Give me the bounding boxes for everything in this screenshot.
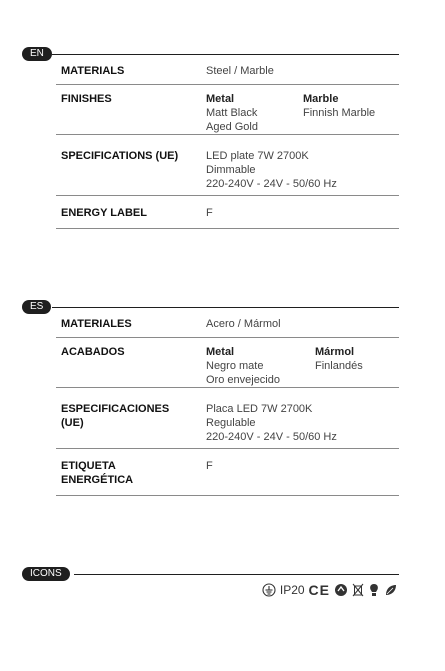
finish-metal-column (206, 345, 280, 387)
finish-title: Mármol (315, 346, 355, 358)
spec-lines (206, 402, 337, 444)
spec-lines (206, 149, 337, 191)
language-tag-es: ES (22, 300, 51, 314)
finish-item: Oro envejecido (206, 374, 280, 386)
spec-line: 220-240V - 24V - 50/60 Hz (206, 431, 337, 443)
row-label: MATERIALS (61, 65, 125, 77)
row-label: FINISHES (61, 93, 112, 105)
finish-item: Finnish Marble (303, 107, 376, 119)
row-value: F (206, 207, 213, 219)
icons-tag: ICONS (22, 567, 70, 581)
finish-title: Metal (206, 346, 235, 358)
row-label: ACABADOS (61, 346, 125, 358)
recycle-icon (334, 583, 348, 597)
row-value: Acero / Mármol (206, 318, 281, 330)
finish-metal-column (206, 92, 258, 134)
row-label-line: ESPECIFICACIONES (61, 403, 170, 415)
row-label: ENERGY LABEL (61, 207, 147, 219)
finish-item: Matt Black (206, 107, 258, 119)
spec-line: 220-240V - 24V - 50/60 Hz (206, 178, 337, 190)
finish-marble-column (315, 345, 363, 373)
row-value: Steel / Marble (206, 65, 274, 77)
ip-rating: IP20 (279, 583, 305, 597)
row-label-line: (UE) (61, 417, 84, 429)
row-label (61, 459, 133, 487)
spec-line: Dimmable (206, 164, 256, 176)
row-materiales (56, 315, 399, 338)
finish-item: Negro mate (206, 360, 264, 372)
row-especificaciones (56, 388, 399, 449)
row-label-line: ENERGÉTICA (61, 474, 134, 486)
row-energy-label (56, 196, 399, 229)
row-label (61, 402, 169, 430)
section-divider (74, 574, 399, 575)
section-divider (52, 54, 399, 55)
spec-line: Placa LED 7W 2700K (206, 403, 313, 415)
finish-item: Finlandés (315, 360, 363, 372)
finish-item: Aged Gold (206, 121, 258, 133)
row-value: F (206, 460, 213, 472)
spec-line: LED plate 7W 2700K (206, 150, 309, 162)
spec-line: Regulable (206, 417, 256, 429)
language-tag-en: EN (22, 47, 52, 61)
row-acabados (56, 338, 399, 388)
row-label: MATERIALES (61, 318, 132, 330)
certification-icons (262, 582, 398, 598)
energy-leaf-icon (384, 583, 398, 598)
row-materials (56, 62, 399, 85)
ce-mark-icon: CE (308, 582, 330, 598)
section-header-es (22, 300, 399, 314)
finish-title: Marble (303, 93, 339, 105)
weee-bin-icon (352, 583, 364, 597)
section-header-icons (22, 567, 399, 581)
finish-title: Metal (206, 93, 235, 105)
section-divider (52, 307, 399, 308)
section-header-en (22, 47, 399, 61)
row-etiqueta-energetica (56, 449, 399, 496)
row-label-line: ETIQUETA (61, 460, 116, 472)
class-ii-earth-icon (262, 583, 276, 597)
row-specifications (56, 135, 399, 196)
row-finishes (56, 85, 399, 135)
dimmable-bulb-icon (368, 583, 380, 598)
row-label: SPECIFICATIONS (UE) (61, 150, 179, 162)
finish-marble-column (303, 92, 375, 120)
